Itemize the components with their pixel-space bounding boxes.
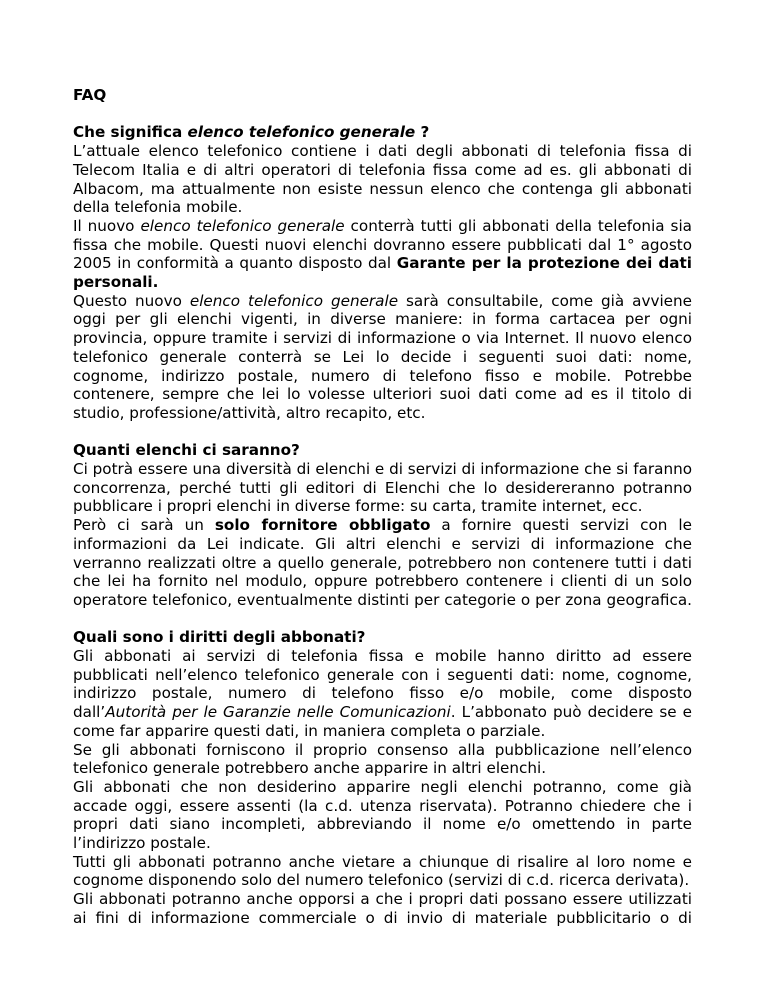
emphasis-text: Autorità per le Garanzie nelle Comunicazioni: [105, 703, 451, 722]
paragraph: [73, 217, 692, 292]
section-heading: Quali sono i diritti degli abbonati?: [73, 628, 366, 647]
faq-title: FAQ: [73, 86, 107, 104]
emphasis-text: elenco telefonico generale: [140, 216, 345, 235]
paragraph-text: conterrà tutti gli abbonati della telefonia sia fissa che mobile. Questi nuovi elenchi dovranno essere pubblicati dal 1° agosto 2005 in conformità a quanto disposto dal: [73, 216, 692, 273]
paragraph-text: sarà consultabile, come già avviene oggi per gli elenchi vigenti, in diverse maniere: in forma cartacea per ogni provincia, oppure tramite i servizi di informazione o via Internet. Il nuovo elenco telefonico generale conterrà se Lei lo decide i seguenti suoi dati: nome, cognome, indirizzo postale, numero di telefono fisso e mobile. Potrebbe contenere, sempre che lei lo volesse ulteriori suoi dati come ad es il titolo di studio, professione/attività, altro recapito, etc.: [73, 291, 692, 422]
paragraph-text: Questo nuovo: [73, 291, 190, 310]
heading-text: Che significa: [73, 123, 188, 142]
emphasis-text: elenco telefonico generale: [189, 291, 399, 310]
paragraph: Se gli abbonati forniscono il proprio consenso alla pubblicazione nell’elenco telefonico generale potrebbero anche apparire in altri elenchi.: [73, 740, 692, 778]
paragraph: Tutti gli abbonati potranno anche vietare a chiunque di risalire al loro nome e cognome disponendo solo del numero telefonico (servizi di c.d. ricerca derivata).: [73, 852, 692, 890]
paragraph: [73, 647, 692, 741]
bold-text: Garante per la protezione dei dati personali.: [73, 254, 693, 292]
paragraph-text: a fornire questi servizi con le informazioni da Lei indicate. Gli altri elenchi e servizi di informazione che verranno realizzati oltre a quello generale, potrebbero non contenere tutti i dati che lei ha fornito nel modulo, oppure potrebbero contenere i clienti di un solo operatore telefonico, eventualmente distinti per categorie o per zona geografica.: [73, 516, 692, 609]
paragraph-text: Gli abbonati ai servizi di telefonia fissa e mobile hanno diritto ad essere pubblicati nell’elenco telefonico generale con i seguenti dati: nome, cognome, indirizzo postale, numero di telefono fisso e/o mobile, come disposto dall’: [73, 647, 692, 722]
heading-text: ?: [415, 123, 430, 142]
section-heading: [73, 123, 692, 142]
paragraph: [73, 292, 692, 423]
paragraph-text: . L’abbonato può decidere se e come far apparire questi dati, in maniera completa o parziale.: [73, 703, 692, 740]
paragraph: [73, 516, 692, 610]
section-how-many-directories: [73, 441, 692, 609]
section-heading: Quanti elenchi ci saranno?: [73, 441, 300, 460]
paragraph: Ci potrà essere una diversità di elenchi e di servizi di informazione che si faranno concorrenza, perché tutti gli editori di Elenchi che lo desidereranno potranno pubblicare i propri elenchi in diverse forme: su carta, tramite internet, ecc.: [73, 460, 692, 516]
paragraph: Gli abbonati che non desiderino apparire negli elenchi potranno, come già accade oggi, essere assenti (la c.d. utenza riservata). Potranno chiedere che i propri dati siano incompleti, abbreviando il nome e/o omettendo in parte l’indirizzo postale.: [73, 777, 692, 853]
paragraph: L’attuale elenco telefonico contiene i dati degli abbonati di telefonia fissa di Telecom Italia e di altri operatori di telefonia fissa come ad es. gli abbonati di Albacom, ma attualmente non esiste nessun elenco che contenga gli abbonati della telefonia mobile.: [73, 142, 692, 217]
section-subscriber-rights: [73, 628, 692, 927]
paragraph-text: Però ci sarà un: [73, 516, 215, 535]
paragraph: Gli abbonati potranno anche opporsi a che i propri dati possano essere utilizzati ai fini di informazione commerciale o di invio di materiale pubblicitario o di: [73, 890, 692, 927]
section-general-directory: [73, 123, 692, 422]
paragraph-text: Il nuovo: [73, 216, 141, 235]
bold-text: solo fornitore obbligato: [214, 516, 431, 535]
heading-emphasis: elenco telefonico generale: [187, 123, 416, 142]
